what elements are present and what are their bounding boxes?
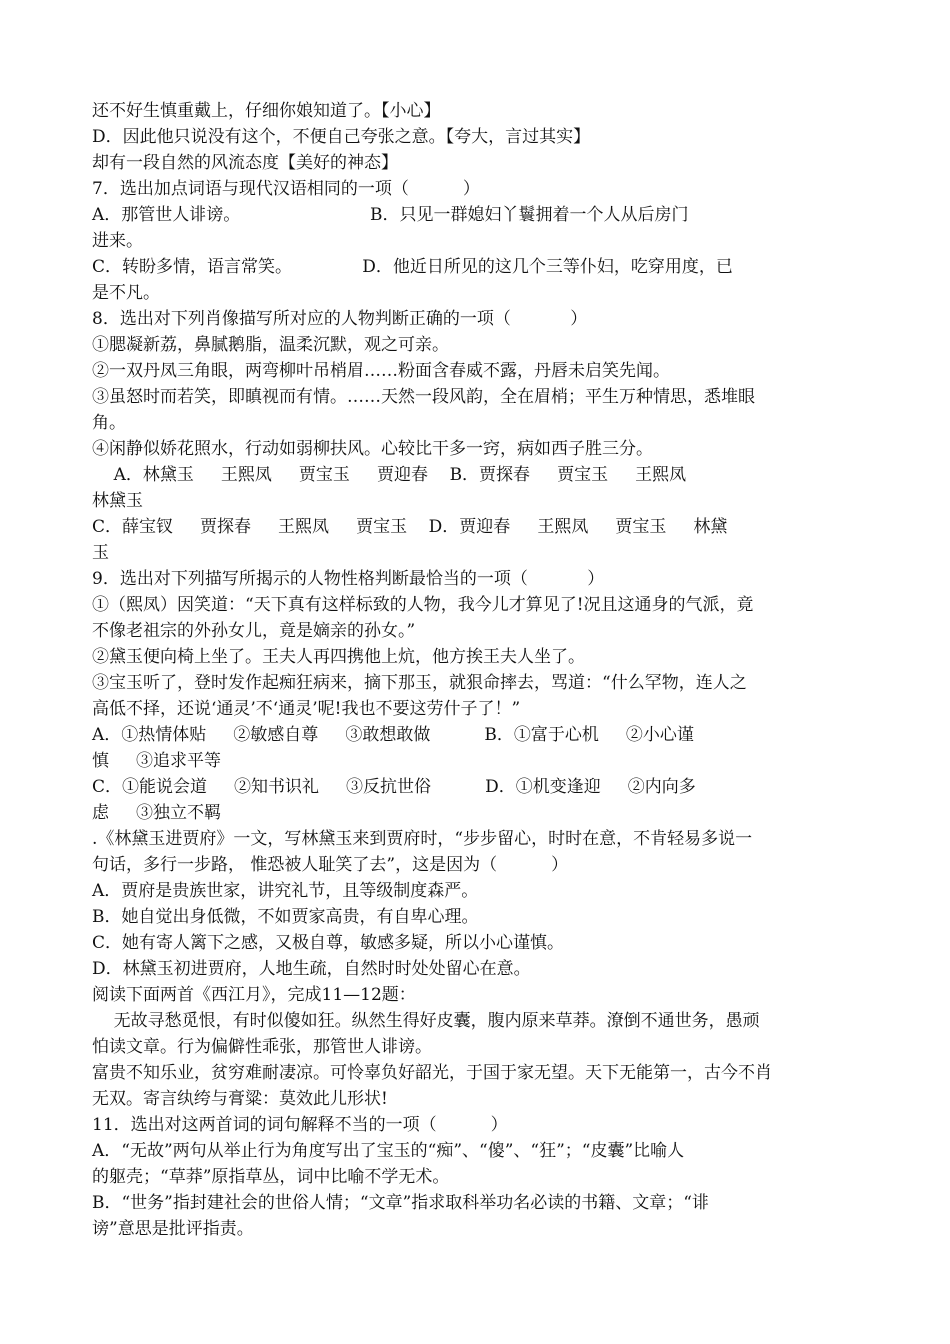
text-line: 是不凡。 (92, 283, 160, 303)
text-line: ①（熙凤）因笑道：“天下真有这样标致的人物，我今儿才算见了!况且这通身的气派，竟 (92, 595, 754, 615)
text-line: 慎 ③追求平等 (92, 751, 222, 771)
text-line: 不像老祖宗的外孙女儿，竟是嫡亲的孙女。” (92, 621, 416, 641)
question-8-stem: 8．选出对下列肖像描写所对应的人物判断正确的一项（ ） (92, 309, 588, 329)
poem-line: 怕读文章。行为偏僻性乖张，那管世人诽谤。 (92, 1037, 432, 1057)
poem-line: 无双。寄言纨绔与膏粱：莫效此儿形状! (92, 1089, 388, 1109)
option-c: C．她有寄人篱下之感，又极自尊，敏感多疑，所以小心谨慎。 (92, 933, 565, 953)
text-line: ③宝玉听了，登时发作起痴狂病来，摘下那玉，就狠命摔去，骂道：“什么罕物，连人之 (92, 673, 747, 693)
text-line: 进来。 (92, 231, 143, 251)
question-10-stem: .《林黛玉进贾府》一文，写林黛玉来到贾府时，“步步留心，时时在意，不肯轻易多说一 (92, 829, 753, 849)
text-line: 林黛玉 (92, 491, 143, 511)
question-7-options-cd: C．转盼多情，语言常笑。 D．他近日所见的这几个三等仆妇，吃穿用度，已 (92, 257, 733, 277)
question-8-options-cd: C．薛宝钗 贾探春 王熙凤 贾宝玉 D．贾迎春 王熙凤 贾宝玉 林黛 (92, 517, 728, 537)
question-7-options-ab: A．那管世人诽谤。 B．只见一群媳妇丫鬟拥着一个人从后房门 (92, 205, 689, 225)
question-9-options-cd: C．①能说会道 ②知书识礼 ③反抗世俗 D．①机变逢迎 ②内向多 (92, 777, 696, 797)
text-line: ②一双丹凤三角眼，两弯柳叶吊梢眉……粉面含春威不露，丹唇未启笑先闻。 (92, 361, 670, 381)
question-7-stem: 7．选出加点词语与现代汉语相同的一项（ ） (92, 179, 480, 199)
question-11-stem: 11．选出对这两首词的词句解释不当的一项（ ） (92, 1115, 508, 1135)
option-b: B．她自觉出身低微，不如贾家高贵，有自卑心理。 (92, 907, 479, 927)
poem-line: 无故寻愁觅恨，有时似傻如狂。纵然生得好皮囊，腹内原来草莽。潦倒不通世务，愚顽 (92, 1011, 760, 1031)
option-a: A．“无故”两句从举止行为角度写出了宝玉的“痴”、“傻”、“狂”；“皮囊”比喻人 (92, 1141, 685, 1161)
text-line: 却有一段自然的风流态度【美好的神态】 (92, 153, 398, 173)
text-line: 虑 ③独立不羁 (92, 803, 222, 823)
text-line: 还不好生慎重戴上，仔细你娘知道了。【小心】 (92, 101, 441, 121)
text-line: 角。 (92, 413, 126, 433)
question-9-stem: 9．选出对下列描写所揭示的人物性格判断最恰当的一项（ ） (92, 569, 605, 589)
reading-intro: 阅读下面两首《西江月》，完成11—12题： (92, 985, 416, 1005)
text-line: 高低不择，还说‘通灵’不‘通灵’呢!我也不要这劳什子了！” (92, 699, 521, 719)
text-line: ④闲静似娇花照水，行动如弱柳扶风。心较比干多一窍，病如西子胜三分。 (92, 439, 653, 459)
text-line: ③虽怒时而若笑，即瞋视而有情。……天然一段风韵，全在眉梢；平生万种情思，悉堆眼 (92, 387, 755, 407)
text-line: 句话，多行一步路， 惟恐被人耻笑了去”，这是因为（ ） (92, 855, 569, 875)
text-line: D．因此他只说没有这个，不便自己夸张之意。【夸大，言过其实】 (92, 127, 591, 147)
text-line: ②黛玉便向椅上坐了。王夫人再四携他上炕，他方挨王夫人坐了。 (92, 647, 585, 667)
text-line: 谤”意思是批评指责。 (92, 1219, 254, 1239)
text-line: ①腮凝新荔，鼻腻鹅脂，温柔沉默，观之可亲。 (92, 335, 449, 355)
option-b: B．“世务”指封建社会的世俗人情；“文章”指求取科举功名必读的书籍、文章；“诽 (92, 1193, 709, 1213)
text-line: 的躯壳；“草莽”原指草丛，词中比喻不学无术。 (92, 1167, 450, 1187)
option-d: D．林黛玉初进贾府，人地生疏，自然时时处处留心在意。 (92, 959, 531, 979)
poem-line: 富贵不知乐业，贫穷难耐凄凉。可怜辜负好韶光，于国于家无望。天下无能第一，古今不肖 (92, 1063, 772, 1083)
question-9-options-ab: A．①热情体贴 ②敏感自尊 ③敢想敢做 B．①富于心机 ②小心谨 (92, 725, 694, 745)
question-8-options-ab: A．林黛玉 王熙凤 贾宝玉 贾迎春 B．贾探春 贾宝玉 王熙凤 (92, 465, 687, 485)
text-line: 玉 (92, 543, 109, 563)
option-a: A．贾府是贵族世家，讲究礼节，且等级制度森严。 (92, 881, 479, 901)
